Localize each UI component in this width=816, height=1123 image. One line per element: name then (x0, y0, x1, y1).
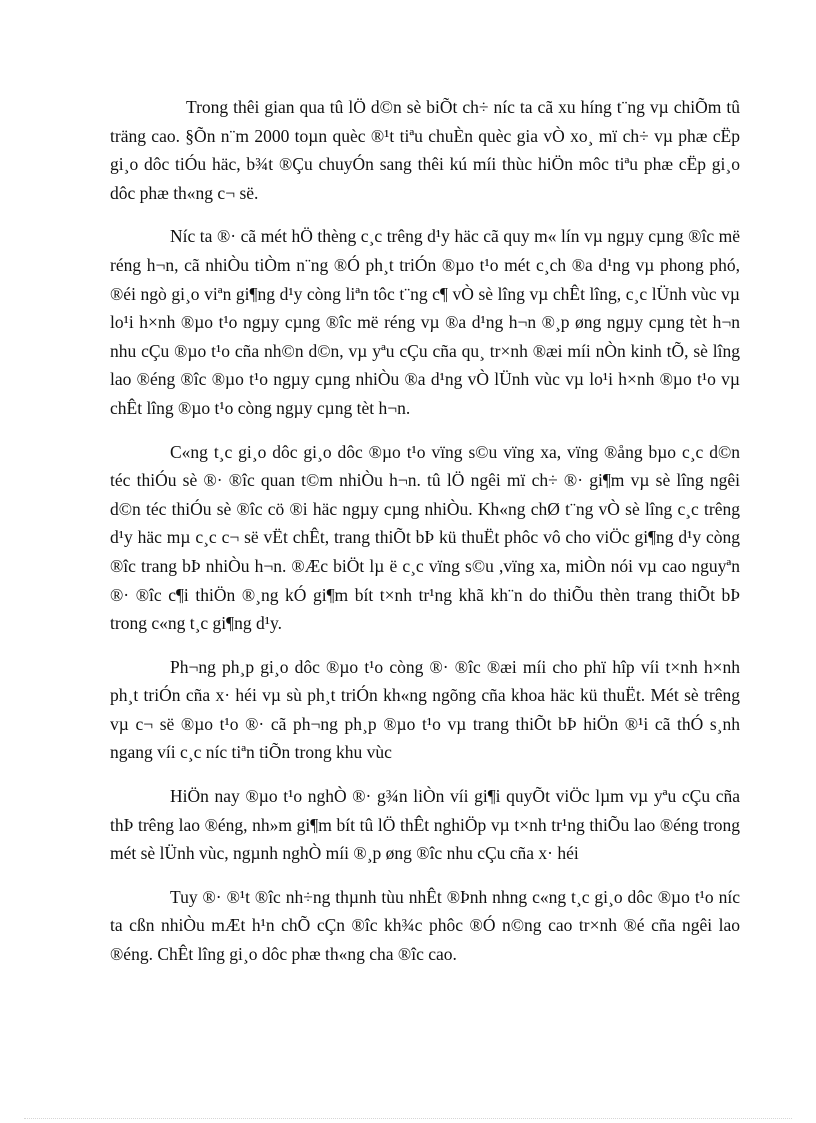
page-bottom-divider (24, 1118, 792, 1119)
paragraph-limitations: Tuy ®· ®¹t ®îc nh÷ng thµnh tùu nhÊt ®Þnh nhng c«ng t¸c gi¸o dôc ®µo t¹o níc ta cßn nhiÒu mÆt h¹n chÕ cÇn ®îc kh¾c phôc ®Ó n©ng cao tr×nh ®é cña ngêi lao ®éng. ChÊt lîng gi¸o dôc phæ th«ng cha ®îc cao. (110, 886, 740, 965)
paragraph-literacy-trend: Trong thêi gian qua tû lÖ d©n sè biÕt ch÷ níc ta cã xu híng t¨ng vµ chiÕm tû träng cao. §Õn n¨m 2000 toµn quèc ®¹t tiªu chuÈn quèc gia vÒ xo¸ mï ch÷ vµ phæ cËp gi¸o dôc tiÓu häc, b¾t ®Çu chuyÓn sang thêi kú míi thùc hiÖn môc tiªu phæ cËp gi¸o dôc phæ th«ng c¬ së. (110, 97, 740, 203)
paragraph-remote-areas: C«ng t¸c gi¸o dôc gi¸o dôc ®µo t¹o vïng s©u vïng xa, vïng ®ång bµo c¸c d©n téc thiÓu sè ®· ®îc quan t©m nhiÒu h¬n. tû lÖ ngêi mï ch÷ ®· gi¶m vµ sè lîng ngêi d©n téc thiÓu sè ®îc cö ®i häc ngµy cµng nhiÒu. Kh«ng chØ t¨ng vÒ sè lîng c¸c trêng d¹y häc mµ c¸c c¬ së vËt chÊt, trang thiÕt bÞ kü thuËt phôc vô cho viÖc gi¶ng d¹y còng ®îc trang bÞ nhiÒu h¬n. ®Æc biÖt lµ ë c¸c vïng s©u ,vïng xa, miÒn nói vµ cao nguyªn ®· ®îc c¶i thiÖn ®¸ng kÓ gi¶m bít t×nh tr¹ng khã kh¨n do thiÕu thèn trang thiÕt bÞ trong c«ng t¸c gi¶ng d¹y. (110, 441, 740, 634)
body-text (110, 93, 740, 984)
paragraph-vocational-training: HiÖn nay ®µo t¹o nghÒ ®· g¾n liÒn víi gi¶i quyÕt viÖc lµm vµ yªu cÇu cña thÞ trêng lao ®éng, nh»m gi¶m bít tû lÖ thÊt nghiÖp vµ t×nh tr¹ng thiÕu lao ®éng trong mét sè lÜnh vùc, ngµnh nghÒ míi ®¸p øng ®îc nhu cÇu cña x· héi (110, 786, 740, 864)
paragraph-teaching-methods: Ph¬ng ph¸p gi¸o dôc ®µo t¹o còng ®· ®îc ®æi míi cho phï hîp víi t×nh h×nh ph¸t triÓn cña x· héi vµ sù ph¸t triÓn kh«ng ngõng cña khoa häc kü thuËt. Mét sè trêng vµ c¬ së ®µo t¹o ®· cã ph¬ng ph¸p ®µo t¹o vµ trang thiÕt bÞ hiÖn ®¹i cã thÓ s¸nh ngang víi c¸c níc tiªn tiÕn trong khu vùc (110, 656, 740, 763)
paragraph-school-system: Níc ta ®· cã mét hÖ thèng c¸c trêng d¹y häc cã quy m« lín vµ ngµy cµng ®îc më réng h¬n, cã nhiÒu tiÒm n¨ng ®Ó ph¸t triÓn ®µo t¹o mét c¸ch ®a d¹ng vµ phong phó, ®éi ngò gi¸o viªn gi¶ng d¹y còng liªn tôc t¨ng c¶ vÒ sè lîng vµ chÊt lîng, c¸c lÜnh vùc vµ lo¹i h×nh ®µo t¹o ngµy cµng ®îc më réng vµ ®a d¹ng h¬n ®¸p øng ngµy cµng tèt h¬n nhu cÇu ®µo t¹o cña nh©n d©n, vµ yªu cÇu cña qu¸ tr×nh ®æi míi nÒn kinh tÕ, sè lîng lao ®éng ®îc ®µo t¹o ngµy cµng nhiÒu ®a d¹ng vÒ lÜnh vùc vµ lo¹i h×nh ®µo t¹o vµ chÊt lîng ®µo t¹o còng ngµy cµng tèt h¬n. (110, 226, 740, 418)
